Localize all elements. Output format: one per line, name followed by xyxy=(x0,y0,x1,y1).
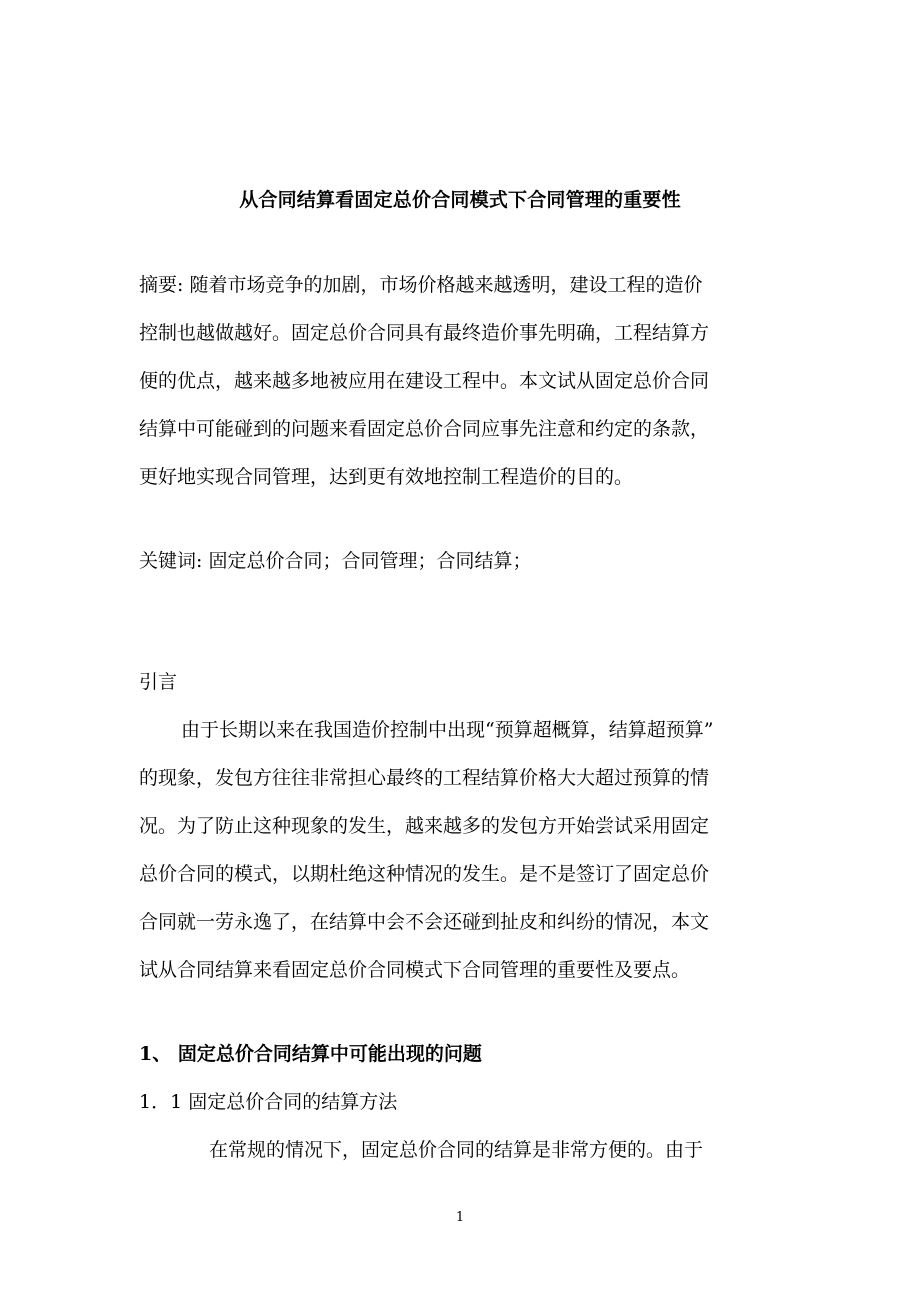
keywords-line xyxy=(139,537,784,585)
keywords-text: 关键词: 固定总价合同；合同管理；合同结算； xyxy=(139,550,532,572)
intro-heading-text: 引言 xyxy=(139,671,178,693)
intro-line: 况。为了防止这种现象的发生，越来越多的发包方开始尝试采用固定 xyxy=(139,815,710,837)
intro-line: 试从合同结算来看固定总价合同模式下合同管理的重要性及要点。 xyxy=(139,959,691,981)
section-1-1-heading-text: 1．1 固定总价合同的结算方法 xyxy=(139,1091,398,1113)
page-number: 1 xyxy=(455,1210,465,1225)
intro-paragraph xyxy=(139,706,784,994)
intro-line: 合同就一劳永逸了，在结算中会不会还碰到扯皮和纠纷的情况，本文 xyxy=(139,911,710,933)
abstract-line: 摘要: 随着市场竞争的加剧，市场价格越来越透明，建设工程的造价 xyxy=(139,274,703,296)
abstract-line: 控制也越做越好。固定总价合同具有最终造价事先明确，工程结算方 xyxy=(139,322,710,344)
section-1-1-line: 在常规的情况下，固定总价合同的结算是非常方便的。由于 xyxy=(209,1139,704,1161)
intro-line: 的现象，发包方往往非常担心最终的工程结算价格大大超过预算的情 xyxy=(139,767,710,789)
section-1-1-heading xyxy=(139,1078,784,1126)
intro-heading xyxy=(139,658,784,706)
abstract-line: 结算中可能碰到的问题来看固定总价合同应事先注意和约定的条款， xyxy=(139,418,710,440)
intro-line: 总价合同的模式，以期杜绝这种情况的发生。是不是签订了固定总价 xyxy=(139,863,710,885)
abstract-line: 更好地实现合同管理，达到更有效地控制工程造价的目的。 xyxy=(139,466,634,488)
abstract-line: 便的优点，越来越多地被应用在建设工程中。本文试从固定总价合同 xyxy=(139,370,710,392)
document-title: 从合同结算看固定总价合同模式下合同管理的重要性 xyxy=(239,189,681,211)
intro-line: 由于长期以来在我国造价控制中出现“预算超概算，结算超预算” xyxy=(181,719,714,741)
section-1-1-paragraph xyxy=(139,1126,784,1174)
section-1-heading-text: 1、 固定总价合同结算中可能出现的问题 xyxy=(139,1043,482,1065)
section-1-heading xyxy=(139,1030,784,1078)
abstract-paragraph xyxy=(139,261,784,501)
